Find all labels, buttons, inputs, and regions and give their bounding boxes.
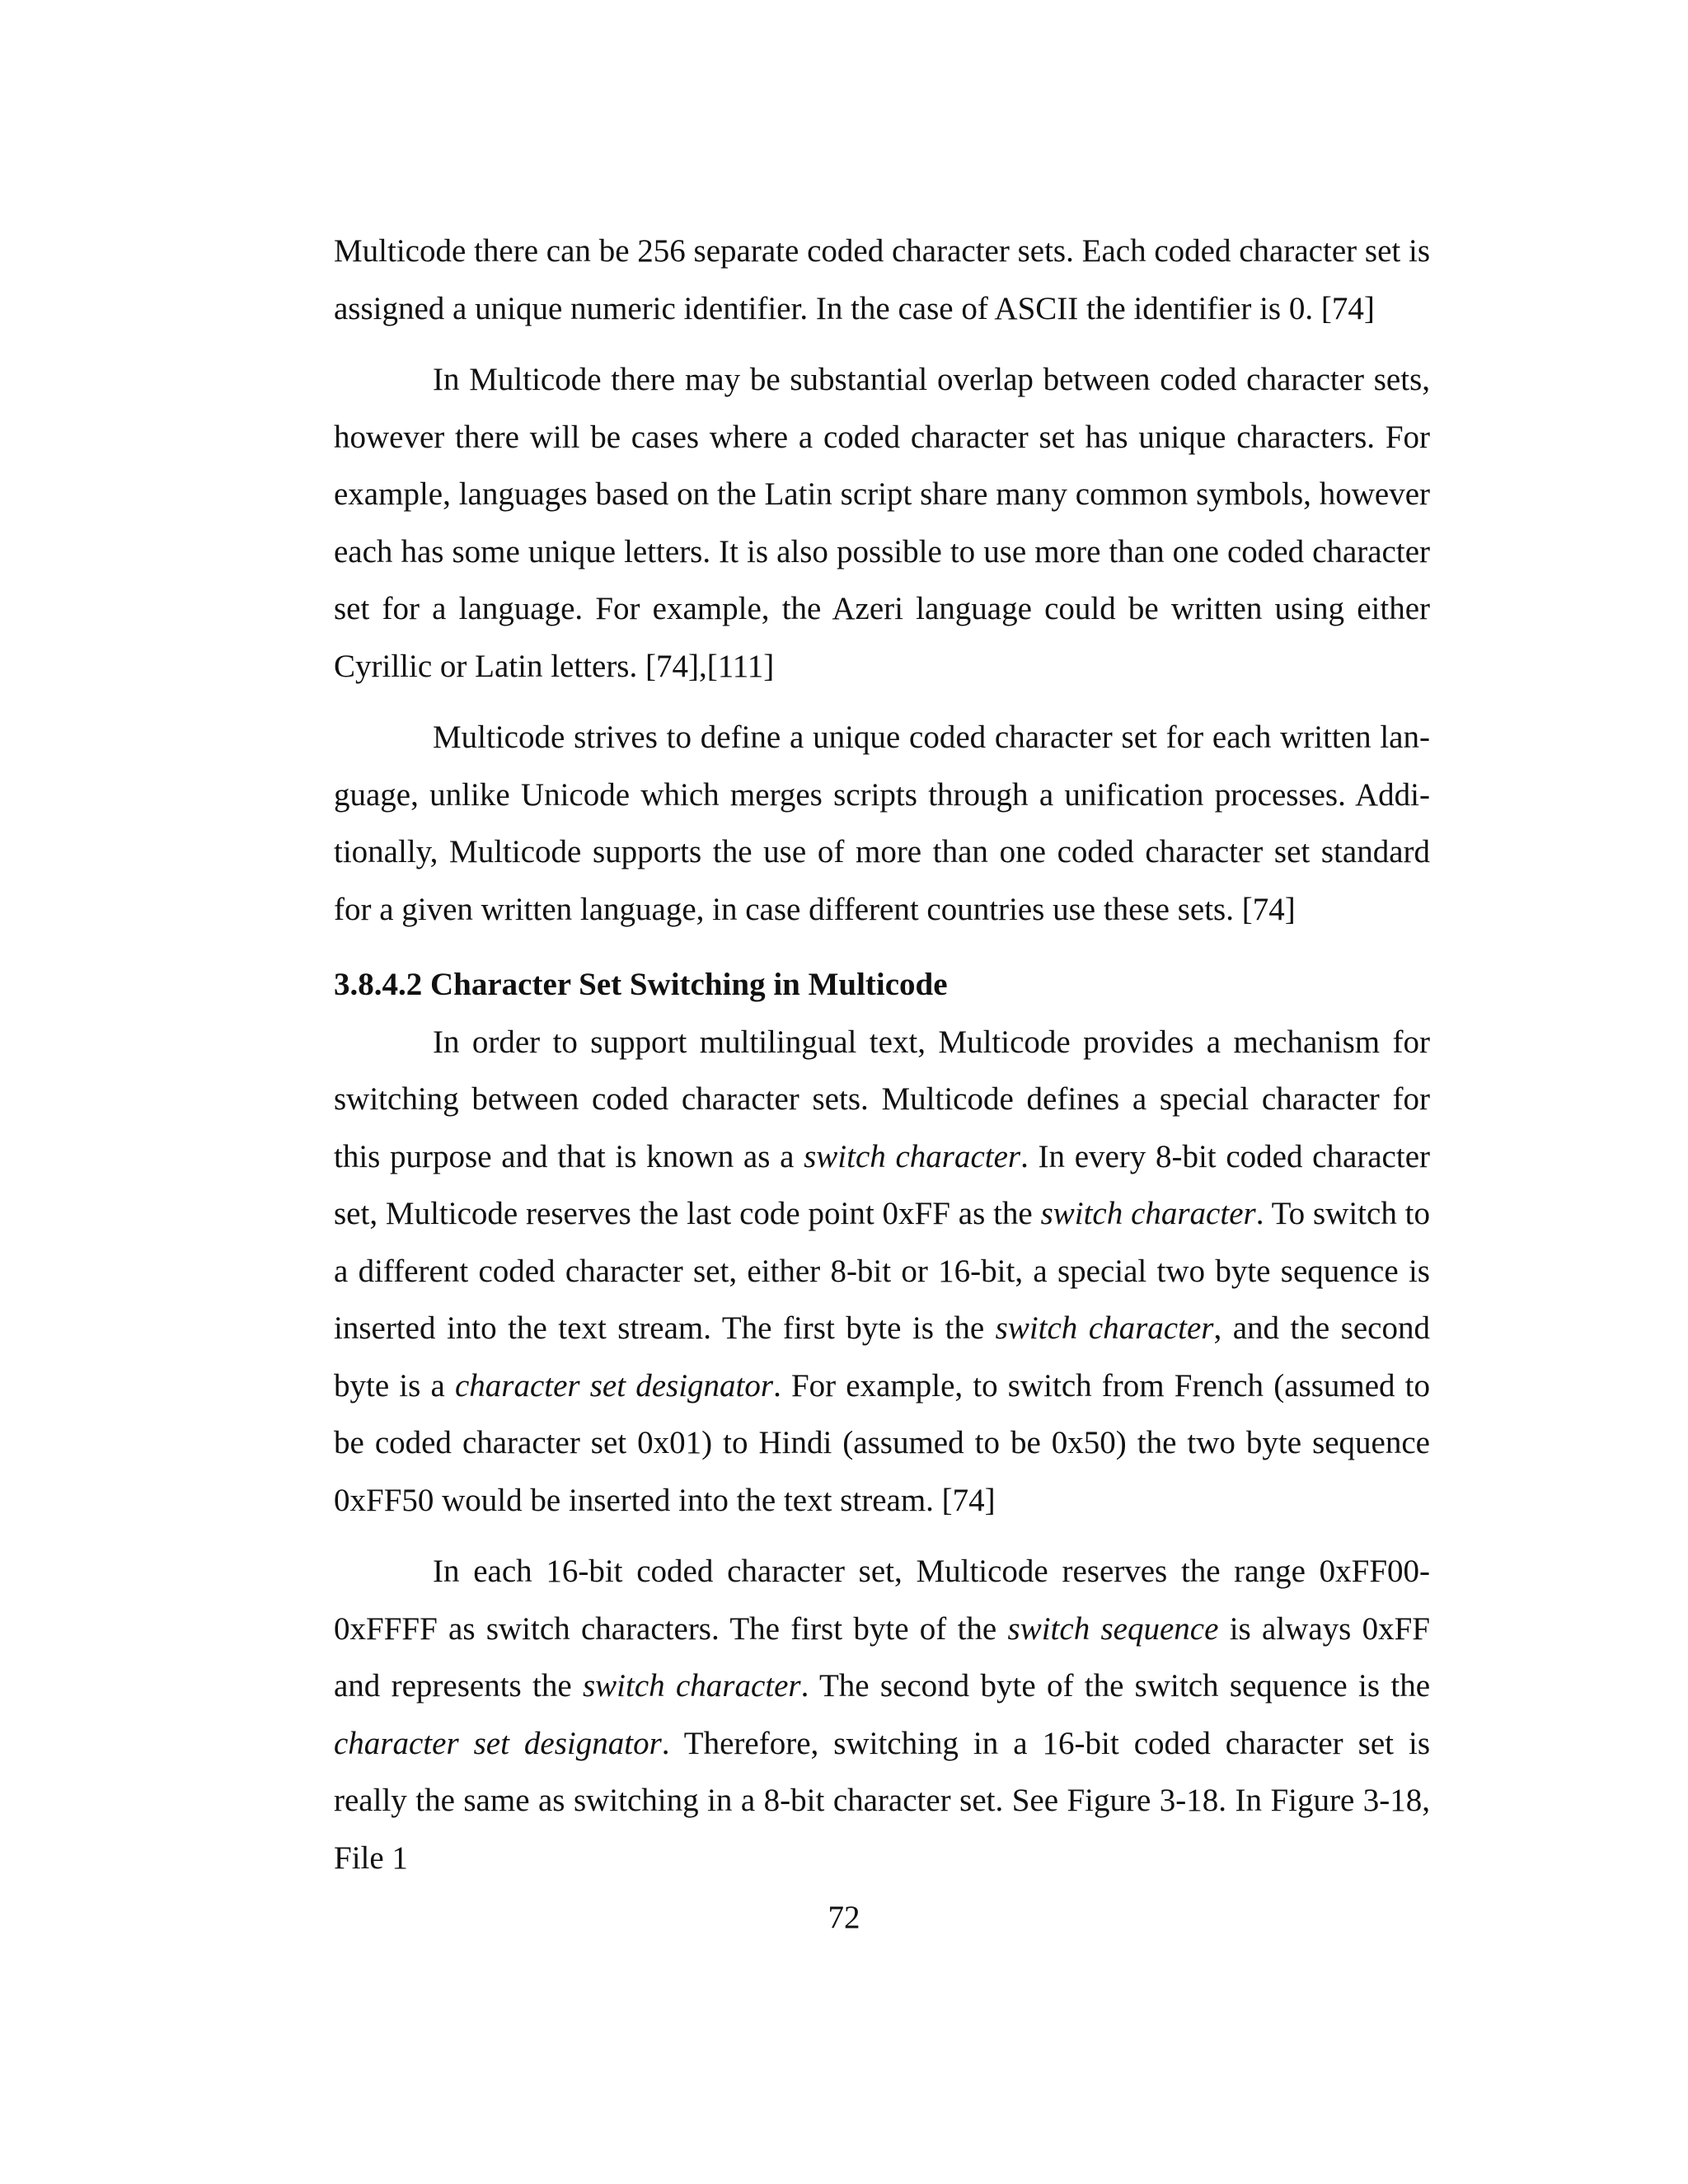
text-run: . To switch to a different coded character set, either 8-bit or 16-bit, a special two byte sequence is inserted into the text stream. The first byte is the [334,1196,1430,1346]
text-run: Multicode strives to define a unique coded character set for each written language, unlike Unicode which merges scripts through a unification processes. Additionally, Multicode supports the use of more than one coded character set standard for a given written language, in case different countries use these sets. [74] [334,719,1430,927]
text-run: In each 16-bit coded character set, Multicode reserves the range 0xFF00-0xFFFF as switch characters. The first byte of the [334,1554,1430,1647]
italic-term: character set designator [454,1367,774,1404]
section-paragraph-1 [334,1014,1430,1530]
page-number: 72 [828,1900,860,1935]
text-run: In Multicode there may be substantial overlap between coded character sets, however there will be cases where a coded character set has unique characters. For example, languages based on the Latin script share many common symbols, however each has some unique letters. It is also possible to use more than one coded character set for a language. For example, the Azeri language could be written using either Cyrillic or Latin letters. [74],[111] [334,362,1430,684]
italic-term: character set designator [334,1725,662,1761]
text-run: , and the second byte is a [334,1310,1430,1404]
italic-term: switch sequence [1007,1610,1219,1647]
body-text [334,223,1430,1900]
text-run: In order to support multilingual text, Multicode provides a mechanism for switching between coded character sets. Multicode defines a special character for this purpose and that is known as a [334,1024,1430,1174]
section-paragraph-2 [334,1543,1430,1886]
text-run: . The second byte of the switch sequence is the [800,1668,1431,1704]
paragraph-2 [334,351,1430,695]
text-run: . Therefore, switching in a 16-bit coded character set is really the same as switching in a 8-bit character set. See Figure 3-18. In Figure 3-18, File 1 [334,1725,1430,1876]
italic-term: switch character [995,1310,1214,1346]
section-heading: 3.8.4.2 Character Set Switching in Multicode [334,967,948,1002]
text-run: . In every 8-bit coded character set, Multicode reserves the last code point 0xFF as the [334,1138,1430,1231]
italic-term: switch character [582,1668,801,1704]
text-run: is always 0xFF and represents the [334,1610,1430,1704]
italic-term: switch character [1040,1196,1256,1231]
paragraph-1 [334,223,1430,337]
paragraph-3 [334,709,1430,938]
italic-term: switch character [804,1138,1021,1174]
text-run: . For example, to switch from French (assumed to be coded character set 0x01) to Hindi (assumed to be 0x50) the two byte sequence 0xFF50 would be inserted into the text stream. [74] [334,1367,1431,1518]
text-run: Multicode there can be 256 separate coded character sets. Each coded character set is assigned a unique numeric identifier. In the case of ASCII the identifier is 0. [74] [334,233,1430,326]
